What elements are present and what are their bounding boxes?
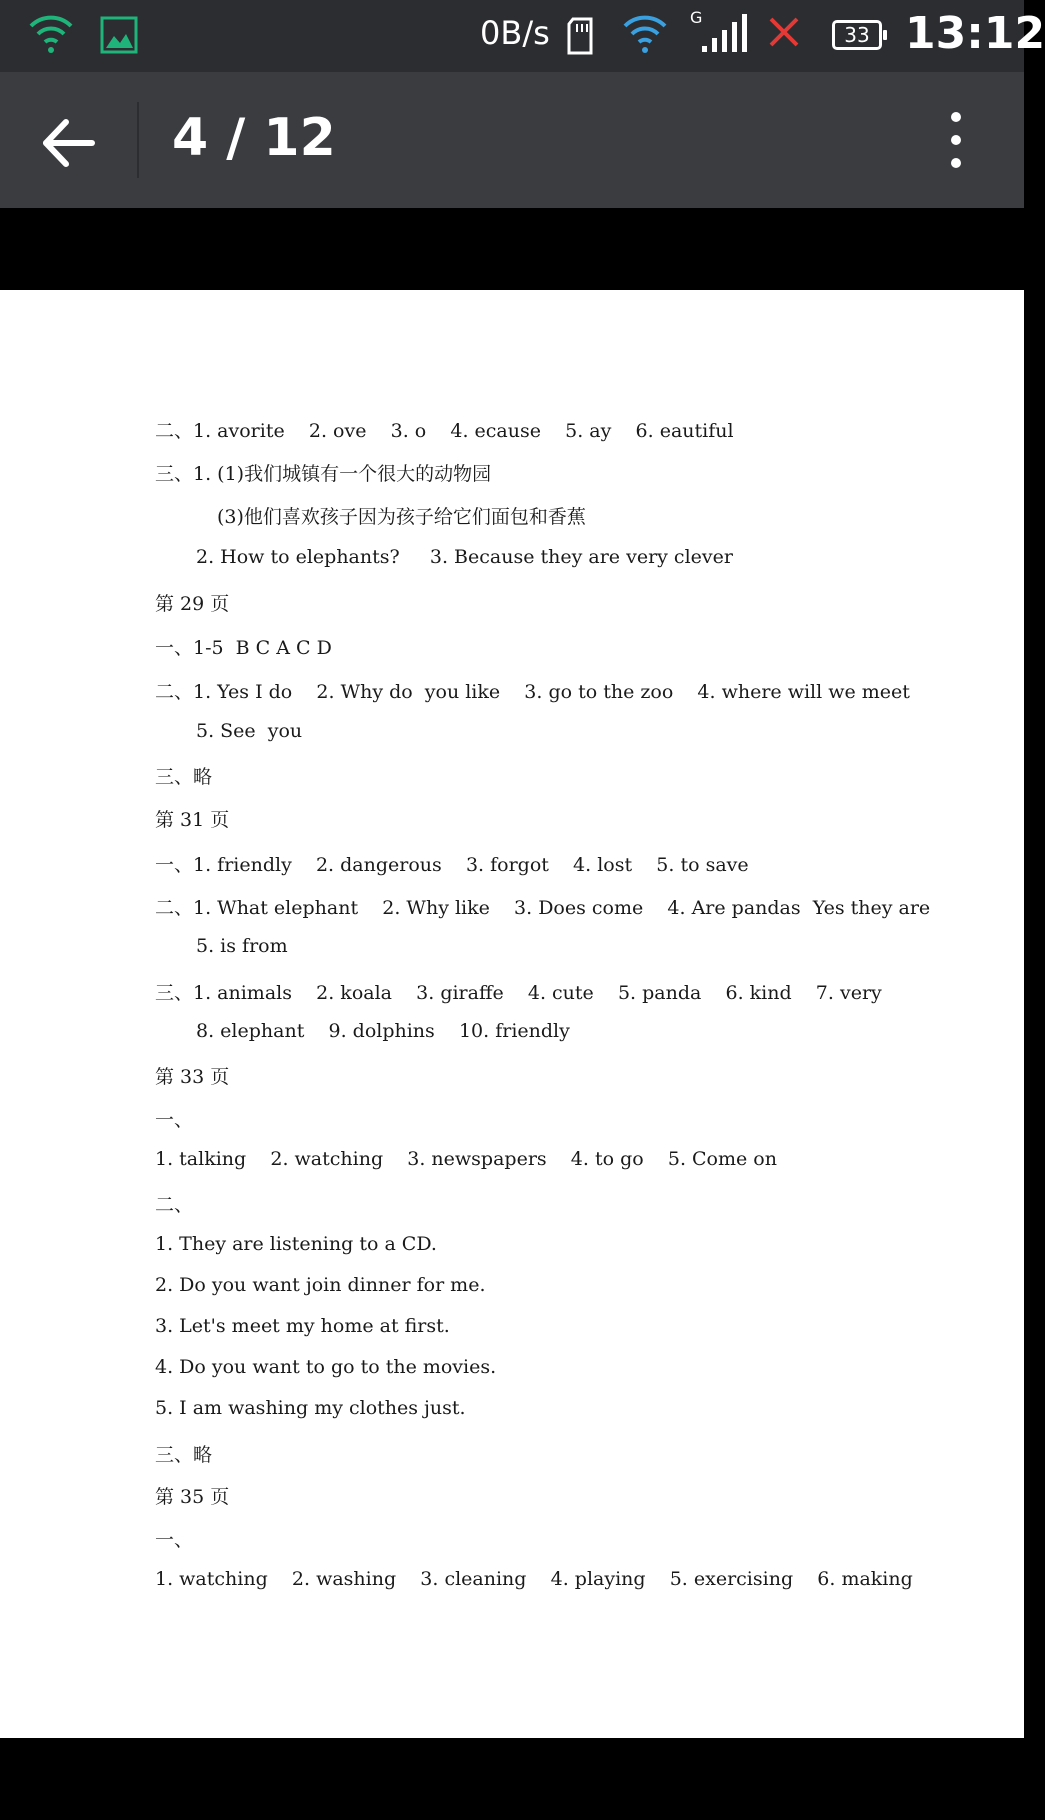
doc-line: 二、1. What elephant 2. Why like 3. Does come 4. Are pandas Yes they are	[155, 897, 931, 919]
doc-line: 三、1. animals 2. koala 3. giraffe 4. cute 5. panda 6. kind 7. very	[155, 982, 882, 1004]
doc-line: 8. elephant 9. dolphins 10. friendly	[196, 1020, 570, 1042]
doc-line: 第 29 页	[155, 593, 230, 615]
doc-line: (3)他们喜欢孩子因为孩子给它们面包和香蕉	[217, 506, 586, 528]
network-type: G	[690, 8, 703, 27]
sd-card-icon	[565, 16, 595, 56]
page-indicator: 4 / 12	[172, 108, 336, 168]
doc-line: 2. Do you want join dinner for me.	[155, 1274, 486, 1296]
wifi-hotspot-icon	[28, 14, 74, 54]
no-sim-icon	[768, 16, 800, 48]
more-options-button[interactable]	[938, 108, 974, 178]
doc-line: 三、1. (1)我们城镇有一个很大的动物园	[155, 463, 492, 485]
doc-line: 1. talking 2. watching 3. newspapers 4. to go 5. Come on	[155, 1148, 777, 1170]
doc-line: 一、	[155, 1109, 194, 1131]
doc-line: 三、略	[155, 766, 213, 788]
doc-line: 3. Let's meet my home at first.	[155, 1315, 450, 1337]
doc-line: 5. See you	[196, 720, 303, 742]
toolbar	[0, 72, 1024, 208]
battery-level: 33	[844, 23, 870, 47]
toolbar-divider	[137, 102, 139, 178]
more-vertical-icon	[938, 108, 974, 168]
battery-icon	[832, 20, 882, 50]
wifi-icon	[622, 14, 668, 54]
net-speed: 0B/s	[480, 14, 550, 52]
doc-line: 一、1-5 B C A C D	[155, 637, 332, 659]
doc-line: 第 33 页	[155, 1066, 230, 1088]
arrow-left-icon	[34, 108, 104, 178]
doc-line: 1. They are listening to a CD.	[155, 1233, 437, 1255]
doc-line: 三、略	[155, 1444, 213, 1466]
cellular-signal-icon	[688, 8, 748, 58]
doc-line: 一、	[155, 1529, 194, 1551]
doc-line: 一、1. friendly 2. dangerous 3. forgot 4. lost 5. to save	[155, 854, 749, 876]
doc-line: 二、1. avorite 2. ove 3. o 4. ecause 5. ay 6. eautiful	[155, 420, 734, 442]
image-notification-icon	[100, 16, 138, 54]
doc-line: 5. is from	[196, 935, 288, 957]
doc-line: 1. watching 2. washing 3. cleaning 4. playing 5. exercising 6. making	[155, 1568, 913, 1590]
document-page[interactable]	[0, 290, 1024, 1738]
doc-line: 二、	[155, 1194, 194, 1216]
doc-line: 二、1. Yes I do 2. Why do you like 3. go to the zoo 4. where will we meet	[155, 681, 910, 703]
doc-line: 5. I am washing my clothes just.	[155, 1397, 466, 1419]
clock: 13:12	[905, 8, 1045, 59]
doc-line: 第 35 页	[155, 1486, 230, 1508]
doc-line: 第 31 页	[155, 809, 230, 831]
back-button[interactable]	[34, 108, 104, 178]
doc-line: 2. How to elephants? 3. Because they are very clever	[196, 546, 733, 568]
status-bar	[0, 0, 1045, 72]
doc-line: 4. Do you want to go to the movies.	[155, 1356, 497, 1378]
